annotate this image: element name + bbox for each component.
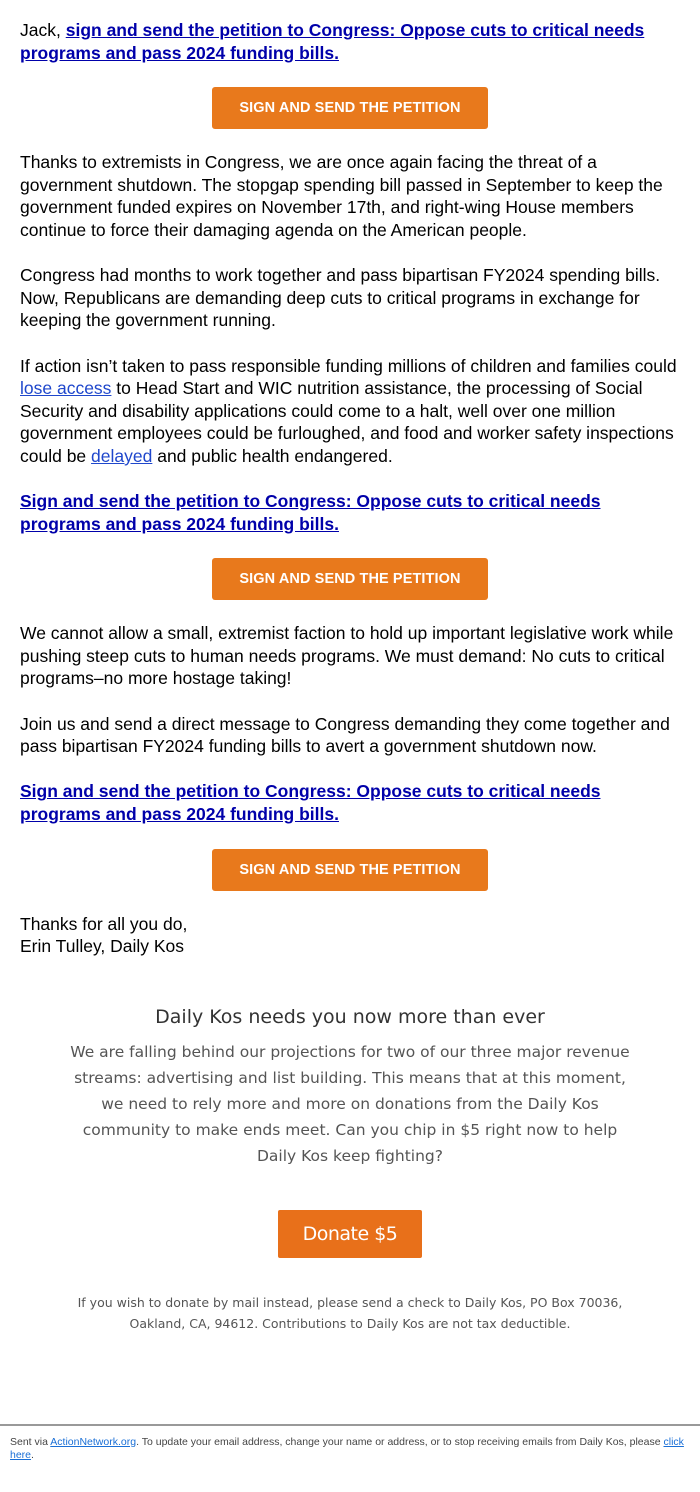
footer-prefix: Sent via [10, 1436, 51, 1448]
petition-link-paragraph-3 [20, 780, 684, 825]
consequences-text-b: to Head Start and WIC nutrition assistance, the processing of Social Security and disability applications could come to a halt, well over one million government employees could be furloughed, and food and worker safety inspections could be [20, 378, 674, 466]
petition-link-2[interactable]: Sign and send the petition to Congress: Oppose cuts to critical needs programs and pass 2024 funding bills. [20, 491, 601, 534]
mail-donation-note: If you wish to donate by mail instead, please send a check to Daily Kos, PO Box 70036, Oakland, CA, 94612. Contributions to Daily Kos are not tax deductible. [77, 1295, 623, 1331]
footer-middle: . To update your email address, change your name or address, or to stop receiving emails from Daily Kos, please [136, 1436, 664, 1448]
intro-paragraph [20, 19, 684, 64]
petition-link-paragraph-2 [20, 490, 684, 535]
delayed-link[interactable]: delayed [91, 445, 153, 466]
sign-petition-button-3[interactable]: SIGN AND SEND THE PETITION [212, 849, 488, 891]
unsubscribe-link[interactable]: click here [10, 1436, 684, 1461]
footer [10, 1436, 690, 1462]
paragraph-join-us: Join us and send a direct message to Congress demanding they come together and pass bipartisan FY2024 funding bills to avert a government shutdown now. [20, 713, 670, 757]
email-body [20, 19, 684, 958]
sign-petition-button-2[interactable]: SIGN AND SEND THE PETITION [212, 558, 488, 600]
donate-button[interactable]: Donate $5 [278, 1210, 422, 1258]
signoff-line-1: Thanks for all you do, [20, 913, 188, 934]
petition-button-row-2 [20, 558, 680, 600]
appeal-text: We are falling behind our projections for two of our three major revenue streams: advertising and list building. This means that at this moment, we need to rely more and more on donations from the Daily Kos community to make ends meet. Can you chip in $5 right now to help Daily Kos keep fighting? [70, 1043, 630, 1165]
petition-link-3[interactable]: Sign and send the petition to Congress: Oppose cuts to critical needs programs and pass 2024 funding bills. [20, 781, 601, 825]
consequences-text-a: If action isn’t taken to pass responsible funding millions of children and families could [20, 355, 677, 376]
paragraph-extremist-faction: We cannot allow a small, extremist faction to hold up important legislative work while pushing steep cuts to human needs programs. We must demand: No cuts to critical programs–no more hostage taking! [20, 623, 674, 689]
appeal-heading: Daily Kos needs you now more than ever [155, 1006, 545, 1028]
paragraph-shutdown: Thanks to extremists in Congress, we are once again facing the threat of a government shutdown. The stopgap spending bill passed in September to keep the government funded expires on November 17th, and right-wing House members continue to force their damaging agenda on the American people. [20, 152, 663, 240]
footer-suffix: . [31, 1449, 34, 1461]
donation-appeal [0, 1003, 700, 1169]
lose-access-link[interactable]: lose access [20, 378, 112, 399]
footer-divider [0, 1424, 700, 1426]
signoff-line-2: Erin Tulley, Daily Kos [20, 936, 185, 957]
actionnetwork-link[interactable]: ActionNetwork.org [50, 1436, 137, 1448]
paragraph-consequences [20, 355, 684, 468]
petition-button-row-3 [20, 849, 680, 891]
petition-button-row-1 [20, 87, 680, 129]
paragraph-congress-months: Congress had months to work together and pass bipartisan FY2024 spending bills. Now, Republicans are demanding deep cuts to critical programs in exchange for keeping the government running. [20, 265, 661, 331]
greeting: Jack, [20, 20, 61, 40]
consequences-text-c: and public health endangered. [152, 445, 393, 466]
signoff [20, 913, 684, 958]
sign-petition-button-1[interactable]: SIGN AND SEND THE PETITION [212, 87, 488, 129]
intro-petition-link[interactable]: sign and send the petition to Congress: Oppose cuts to critical needs programs and pass 2024 funding bills. [20, 20, 645, 63]
